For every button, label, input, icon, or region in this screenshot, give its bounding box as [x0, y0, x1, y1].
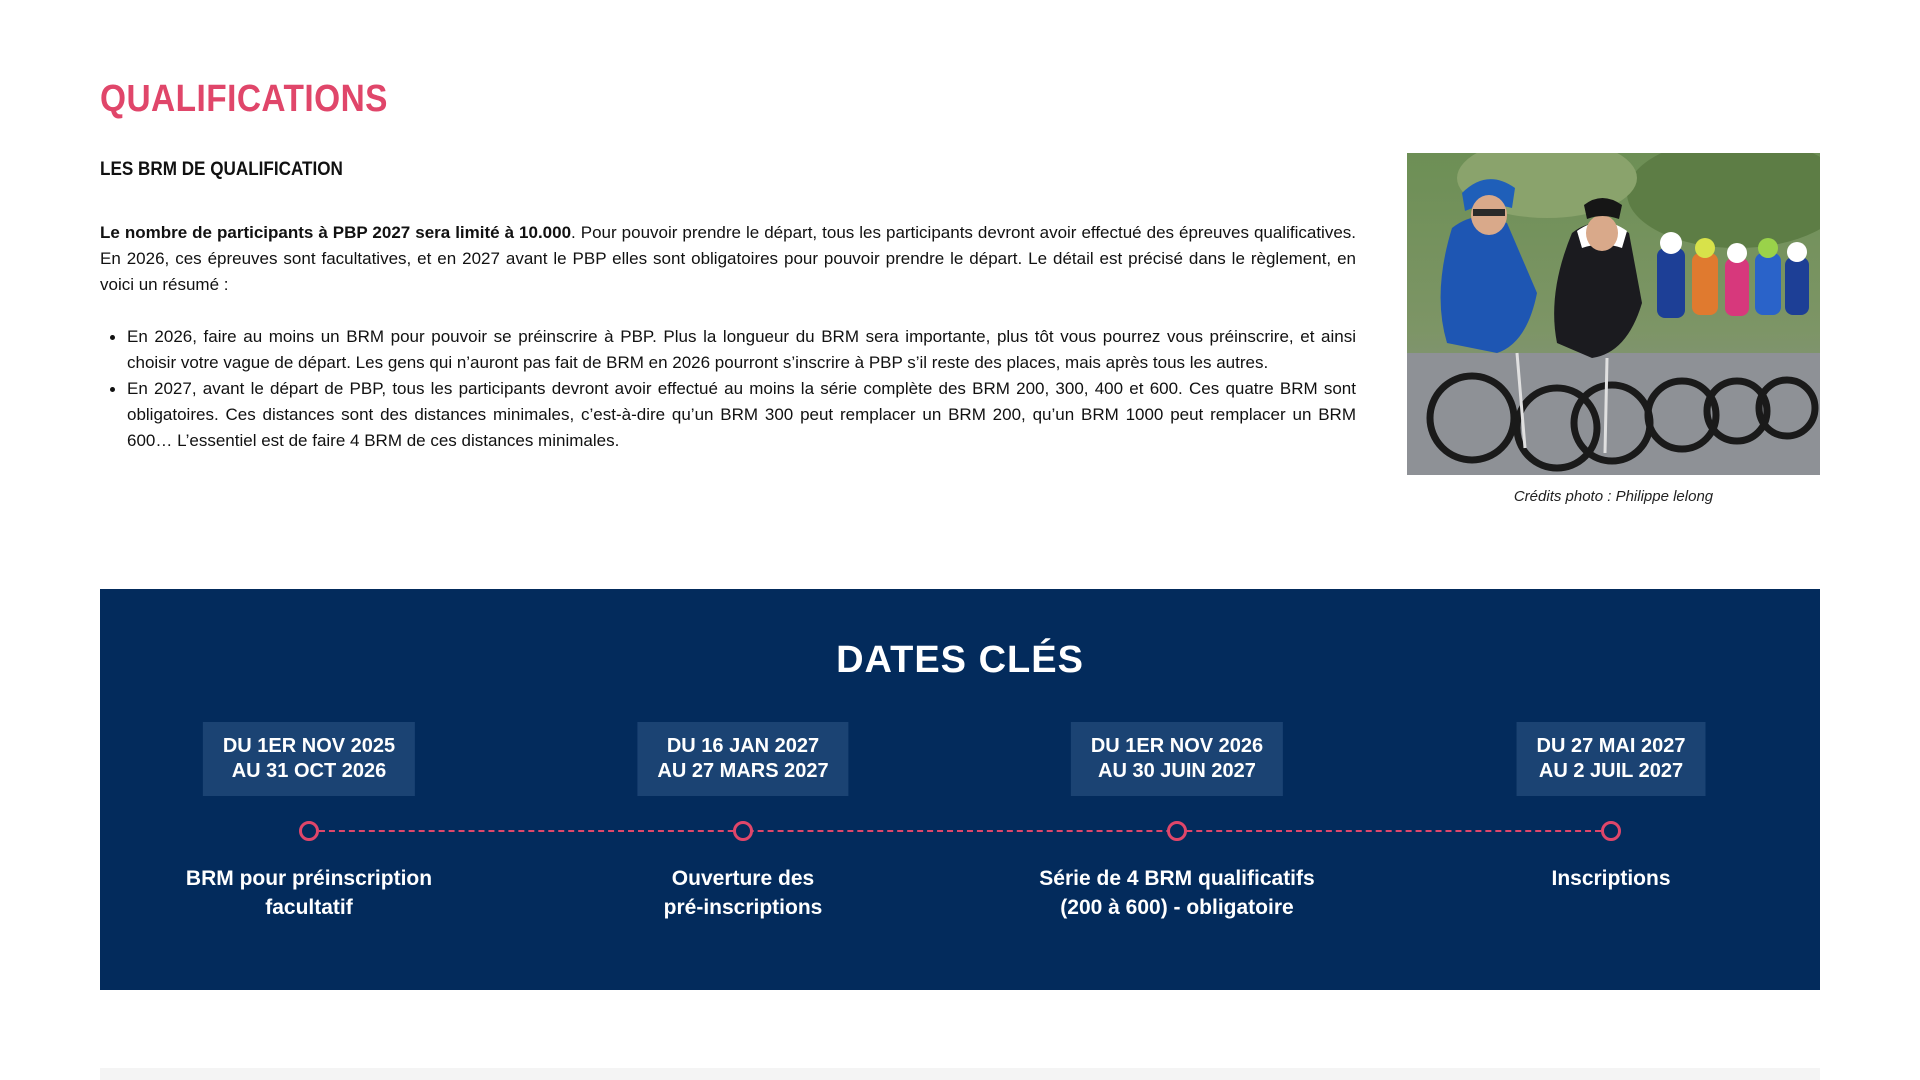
milestone-label-line: facultatif	[265, 896, 353, 919]
milestone-label-line: Série de 4 BRM qualificatifs	[1039, 867, 1315, 890]
milestone-label	[578, 864, 908, 922]
rules-summary-list	[100, 324, 1356, 454]
milestone-label	[1012, 864, 1342, 922]
date-end: AU 27 MARS 2027	[657, 760, 829, 782]
date-end: AU 2 JUIL 2027	[1538, 760, 1684, 782]
date-start: DU 1ER NOV 2025	[222, 735, 396, 757]
photo-credit: Crédits photo : Philippe lelong	[1513, 488, 1714, 505]
next-section-edge	[100, 1068, 1820, 1080]
date-range-badge	[1517, 722, 1706, 796]
date-start: DU 27 MAI 2027	[1536, 735, 1686, 757]
page-title: QUALIFICATIONS	[100, 78, 388, 120]
timeline-dot-icon	[733, 821, 753, 841]
intro-bold-text: Le nombre de participants à PBP 2027 sera limité à 10.000	[100, 223, 572, 242]
milestone-label-line: pré-inscriptions	[663, 896, 823, 919]
timeline-line	[309, 830, 1611, 832]
timeline-dot-icon	[1601, 821, 1621, 841]
intro-paragraph	[100, 220, 1356, 298]
date-end: AU 31 OCT 2026	[231, 760, 387, 782]
list-item: En 2027, avant le départ de PBP, tous les participants devront avoir effectué au moins la série complète des BRM 200, 300, 400 et 600. Ces quatre BRM sont obligatoires. Ces distances sont des distances minimales, c’est-à-dire qu’un BRM 300 peut remplacer un BRM 200, qu’un BRM 1000 peut remplacer un BRM 600… L’essentiel est de faire 4 BRM de ces distances minimales.	[100, 376, 1356, 454]
section-subtitle: LES BRM DE QUALIFICATION	[100, 159, 343, 180]
milestone-label-line: Ouverture des	[671, 867, 815, 890]
intro-text: . Pour pouvoir prendre le départ, tous les participants devront avoir effectué des épreuves qualificatives. En 2026, ces épreuves sont facultatives, et en 2027 avant le PBP elles sont obligatoires pour pouvoir prendre le départ. Le détail est précisé dans le règlement, en voici un résumé :	[100, 223, 1356, 294]
timeline-dot-icon	[299, 821, 319, 841]
milestone-label-line: (200 à 600) - obligatoire	[1060, 896, 1294, 919]
date-range-badge	[637, 722, 848, 796]
timeline-dot-icon	[1167, 821, 1187, 841]
date-range-badge	[203, 722, 415, 796]
milestone-label-line: Inscriptions	[1551, 867, 1671, 890]
date-end: AU 30 JUIN 2027	[1098, 760, 1256, 782]
date-start: DU 16 JAN 2027	[666, 735, 820, 757]
date-start: DU 1ER NOV 2026	[1090, 735, 1264, 757]
key-dates-section	[100, 589, 1820, 990]
cyclists-photo	[1407, 153, 1820, 475]
milestone-label-line: BRM pour préinscription	[185, 867, 433, 890]
date-range-badge	[1071, 722, 1283, 796]
milestone-label	[1446, 864, 1776, 893]
key-dates-title: DATES CLÉS	[836, 639, 1084, 681]
list-item: En 2026, faire au moins un BRM pour pouvoir se préinscrire à PBP. Plus la longueur du BRM sera importante, plus tôt vous pourrez vous préinscrire, et ainsi choisir votre vague de départ. Les gens qui n’auront pas fait de BRM en 2026 pourront s’inscrire à PBP s’il reste des places, mais après tous les autres.	[100, 324, 1356, 376]
milestone-label	[144, 864, 474, 922]
